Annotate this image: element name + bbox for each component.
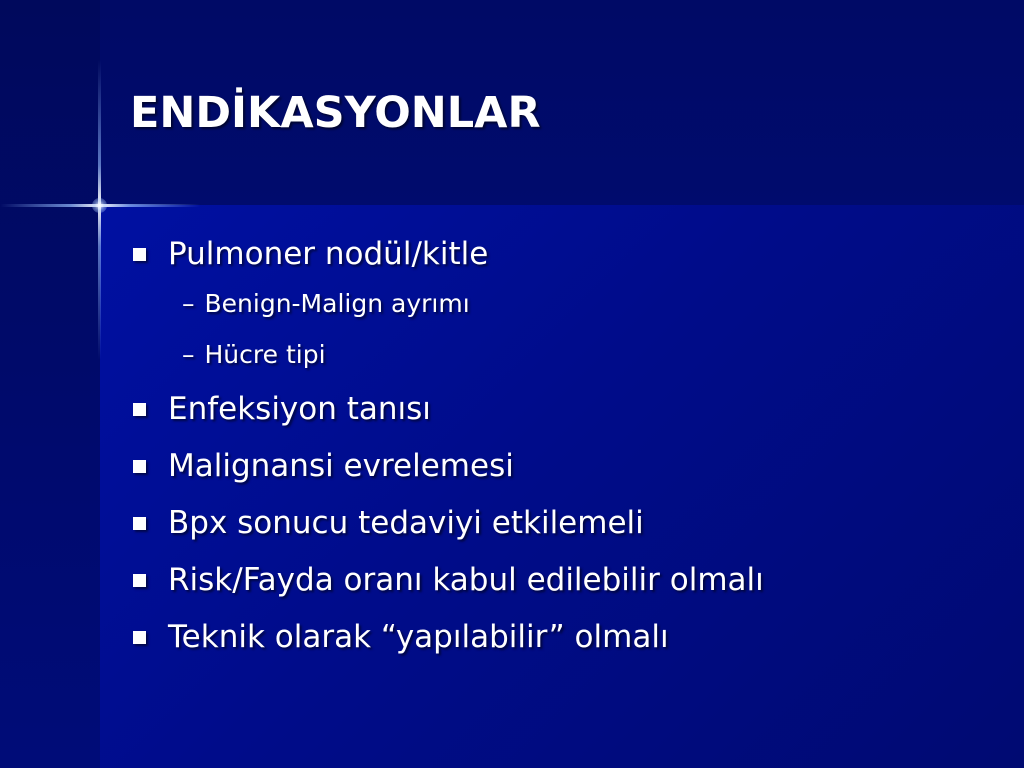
- sub-bullet-item: [182, 337, 326, 371]
- square-bullet-icon: [133, 248, 146, 261]
- bullet-item: [133, 560, 764, 600]
- bullet-text: Enfeksiyon tanısı: [168, 391, 431, 427]
- square-bullet-icon: [133, 574, 146, 587]
- bullet-item: [133, 503, 644, 543]
- bullet-text: Malignansi evrelemesi: [168, 448, 514, 484]
- bullet-item: [133, 234, 488, 274]
- bullet-text: Risk/Fayda oranı kabul edilebilir olmalı: [168, 562, 764, 598]
- sub-bullet-text: Benign-Malign ayrımı: [204, 288, 470, 318]
- bullet-text: Pulmoner nodül/kitle: [168, 236, 489, 272]
- square-bullet-icon: [133, 517, 146, 530]
- bullet-item: [133, 446, 514, 486]
- bullet-item: [133, 389, 431, 429]
- slide-title: ENDİKASYONLAR: [130, 88, 541, 138]
- sub-bullet-text: Hücre tipi: [204, 339, 326, 369]
- dash-marker: –: [182, 288, 195, 318]
- background-left-strip: [0, 0, 100, 768]
- square-bullet-icon: [133, 460, 146, 473]
- bullet-item: [133, 617, 669, 657]
- bullet-text: Bpx sonucu tedaviyi etkilemeli: [168, 505, 644, 541]
- square-bullet-icon: [133, 631, 146, 644]
- light-flare-core: [92, 198, 107, 213]
- bullet-text: Teknik olarak “yapılabilir” olmalı: [168, 619, 669, 655]
- square-bullet-icon: [133, 403, 146, 416]
- sub-bullet-item: [182, 286, 470, 320]
- dash-marker: –: [182, 339, 195, 369]
